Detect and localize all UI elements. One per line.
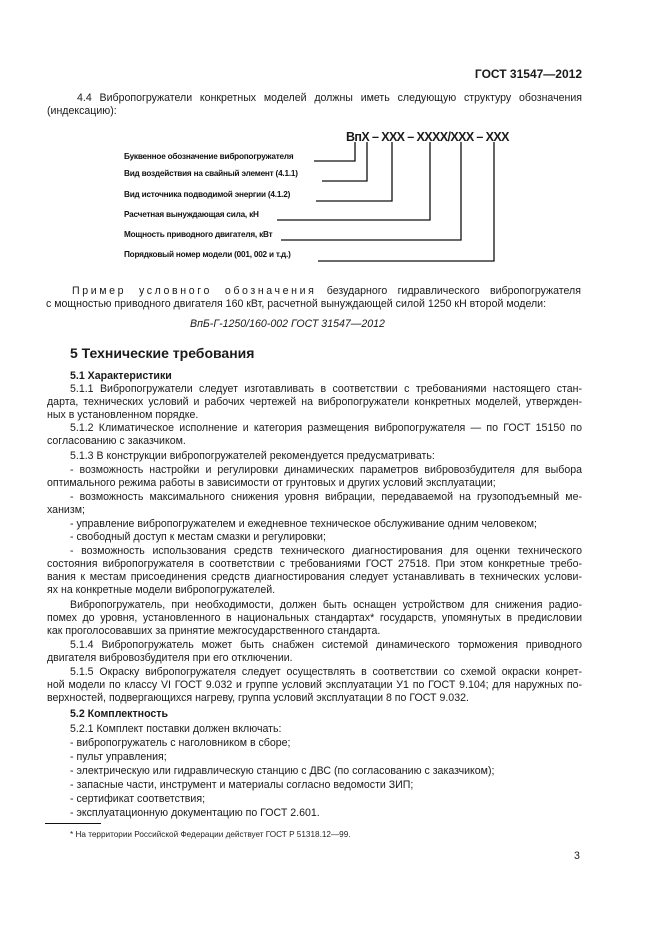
text-line: 5.2.1 Комплект поставки должен включать: <box>70 723 282 735</box>
clause-4-4-line-1: 4.4 Вибропогружатели конкретных моделей должны иметь следующую структуру обозначения <box>77 92 582 104</box>
text-line: ной модели по классу VI ГОСТ 9.032 и группе условий эксплуатации У1 по ГОСТ 9.104; для наружных по- <box>47 679 582 691</box>
text-line: двигателя вибровозбудителя при его отключении. <box>47 652 293 664</box>
document-id-header: ГОСТ 31547—2012 <box>474 67 582 81</box>
text-line: как проголосовавших за принятие межгосударственного стандарта. <box>47 625 381 637</box>
example-line-2: с мощностью приводного двигателя 160 кВт, расчетной вынуждающей силой 1250 кН второй модели: <box>46 298 547 310</box>
text-line: верхностей, подвергающихся нагреву, группа условий эксплуатации 8 по ГОСТ 9.032. <box>47 692 469 704</box>
clause-4-4-line-2: (индексацию): <box>47 105 117 117</box>
list-item-line: - возможность использования средств технического диагностирования для оценки технического <box>70 545 582 557</box>
list-item-line: - управление вибропогружателем и ежедневное техническое обслуживание одним человеком; <box>70 518 537 530</box>
list-item-line: оптимального режима работы в зависимости от грунтовых и других условий эксплуатации; <box>47 477 496 489</box>
text-line: согласованию с заказчиком. <box>47 435 186 447</box>
list-item-line: - пульт управления; <box>70 751 167 763</box>
text-line: помех до уровня, установленного в национальных стандартах* государств, упомянутых в предисловии <box>47 612 582 624</box>
list-item-line: - вибропогружатель с наголовником в сборе; <box>70 737 291 749</box>
section-5-title: 5 Технические требования <box>70 345 255 361</box>
list-item-line: ханизм; <box>47 504 85 516</box>
diagram-label-motor-power: Мощность приводного двигателя, кВт <box>124 230 273 239</box>
text-line: 5.1.3 В конструкции вибропогружателей рекомендуется предусматривать: <box>70 450 435 462</box>
list-item-line: - свободный доступ к местам смазки и регулировки; <box>70 531 326 543</box>
leader-line-1 <box>314 142 355 161</box>
diagram-label-model-number: Порядковый номер модели (001, 002 и т.д.) <box>124 250 291 259</box>
example-designation: ВпБ-Г-1250/160-002 ГОСТ 31547—2012 <box>190 318 385 330</box>
designation-code: ВпХ – ХХХ – ХХХХ/ХХХ – ХХХ <box>346 130 509 144</box>
diagram-label-energy-source: Вид источника подводимой энергии (4.1.2) <box>124 190 291 199</box>
example-line-1 <box>72 285 581 298</box>
text-line: 5.1.5 Окраску вибропогружателя следует осуществлять в соответствии со схемой окраски конрет- <box>70 666 582 678</box>
list-item-line: - запасные части, инструмент и материалы согласно ведомости ЗИП; <box>70 779 414 791</box>
text-line: 5.1.4 Вибропогружатель может быть снабжен системой динамического торможения приводного <box>70 639 582 651</box>
list-item-line: вания к местам присоединения средств диагностирования следует устанавливать в технических услови- <box>47 571 582 583</box>
example-line-1-rest: безударного гидравлического вибропогружателя <box>326 285 581 297</box>
subsection-5-1-title: 5.1 Характеристики <box>70 370 172 382</box>
text-line: Вибропогружатель, при необходимости, должен быть оснащен устройством для снижения радио- <box>70 599 582 611</box>
list-item-line: - возможность максимального снижения уровня вибрации, передаваемой на грузоподъемный ме- <box>70 491 582 503</box>
list-item-line: - возможность настройки и регулировки динамических параметров вибровозбудителя для выбора <box>70 464 582 476</box>
example-lead: Пример условного обозначения <box>72 285 317 297</box>
list-item-line: - сертификат соответствия; <box>70 793 206 805</box>
diagram-label-letter-designation: Буквенное обозначение вибропогружателя <box>124 152 294 161</box>
text-line: 5.1.1 Вибропогружатели следует изготавливать в соответствии с требованиями настоящего стан- <box>70 383 582 395</box>
diagram-label-driving-force: Расчетная вынуждающая сила, кН <box>124 210 259 219</box>
list-item-line: - эксплуатационную документацию по ГОСТ 2.601. <box>70 807 320 819</box>
text-line: 5.1.2 Климатическое исполнение и категория размещения вибропогружателя — по ГОСТ 15150 по <box>70 422 582 434</box>
leader-line-3 <box>316 142 392 201</box>
diagram-label-impact-type: Вид воздействия на свайный элемент (4.1.1) <box>124 169 298 178</box>
footnote: * На территории Российской Федерации действует ГОСТ Р 51318.12—99. <box>70 830 351 839</box>
list-item-line: ях на конкретные модели вибропогружателей. <box>47 584 276 596</box>
text-line: ных в установленном порядке. <box>47 409 199 421</box>
text-line: дарта, технических условий и рабочих чертежей на вибропогружатели конкретных моделей, утвержден- <box>47 396 582 408</box>
list-item-line: - электрическую или гидравлическую станцию с ДВС (по согласованию с заказчиком); <box>70 765 495 777</box>
page-number: 3 <box>574 850 580 862</box>
leader-line-5 <box>281 142 461 240</box>
list-item-line: состояния вибропогружателя в соответствии с требованиями ГОСТ 27518. При этом конкретные требо- <box>47 558 582 570</box>
footnote-divider <box>45 823 101 824</box>
subsection-5-2-title: 5.2 Комплектность <box>70 708 168 720</box>
